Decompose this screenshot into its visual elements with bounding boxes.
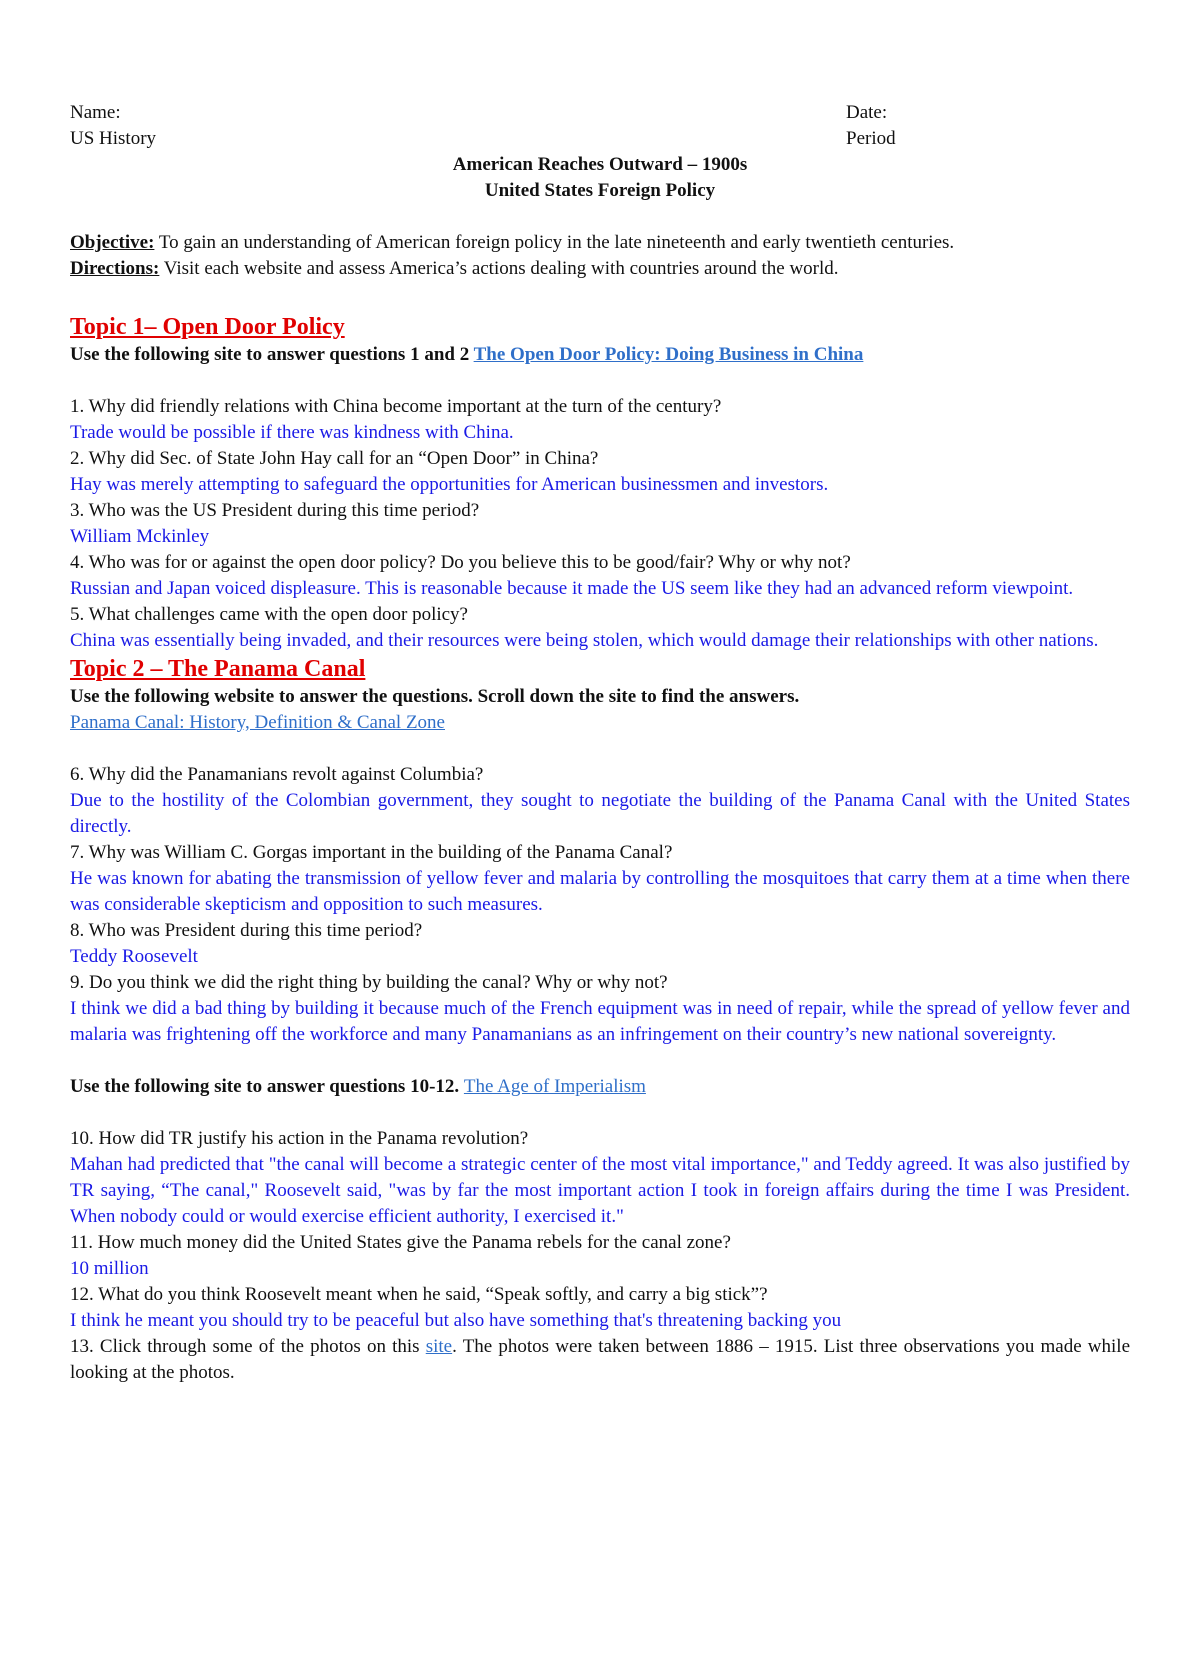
open-door-link[interactable]: The Open Door Policy: Doing Business in China bbox=[473, 344, 864, 365]
question-13-pre: 13. Click through some of the photos on this bbox=[70, 1336, 426, 1357]
question-3: 3. Who was the US President during this time period? bbox=[70, 500, 480, 521]
course-label: US History bbox=[70, 128, 157, 149]
directions bbox=[70, 256, 1130, 282]
page-title: American Reaches Outward – 1900s bbox=[452, 154, 748, 175]
answer-5: China was essentially being invaded, and their resources were being stolen, which would damage their relationships with other nations. bbox=[70, 630, 1099, 651]
answer-11: 10 million bbox=[70, 1258, 149, 1279]
objective-text: To gain an understanding of American foreign policy in the late nineteenth and early twentieth centuries. bbox=[154, 232, 955, 253]
question-11: 11. How much money did the United States give the Panama rebels for the canal zone? bbox=[70, 1232, 731, 1253]
header-block bbox=[70, 100, 1130, 152]
question-6: 6. Why did the Panamanians revolt against Columbia? bbox=[70, 764, 484, 785]
topic2-link-line bbox=[70, 710, 1130, 736]
answer-2: Hay was merely attempting to safeguard the opportunities for American businessmen and investors. bbox=[70, 474, 829, 495]
question-8: 8. Who was President during this time period? bbox=[70, 920, 423, 941]
topic2-instruction-2-text: Use the following site to answer questions 10-12. bbox=[70, 1076, 464, 1097]
answer-6: Due to the hostility of the Colombian government, they sought to negotiate the building of the Panama Canal with the United States directly. bbox=[70, 790, 1130, 837]
title-block bbox=[70, 152, 1130, 204]
objective-label: Objective: bbox=[70, 232, 155, 253]
question-7: 7. Why was William C. Gorgas important in the building of the Panama Canal? bbox=[70, 842, 673, 863]
question-13-post: . The photos were taken between 1886 – 1915. List three observations you made while looking at the photos. bbox=[70, 1336, 1131, 1383]
header-left bbox=[70, 100, 156, 152]
directions-label: Directions: bbox=[70, 258, 160, 279]
age-of-imperialism-link[interactable]: The Age of Imperialism bbox=[463, 1076, 646, 1097]
question-4: 4. Who was for or against the open door policy? Do you believe this to be good/fair? Why or why not? bbox=[70, 552, 851, 573]
answer-12: I think he meant you should try to be peaceful but also have something that's threatening backing you bbox=[70, 1310, 842, 1331]
question-1: 1. Why did friendly relations with China become important at the turn of the century? bbox=[70, 396, 722, 417]
answer-10: Mahan had predicted that "the canal will become a strategic center of the most vital importance," and Teddy agreed. It was also justified by TR saying, “The canal," Roosevelt said, "was by far the most important action I took in foreign affairs during the time I was President. When nobody could or would exercise efficient authority, I exercised it." bbox=[70, 1154, 1130, 1227]
page-subtitle: United States Foreign Policy bbox=[484, 180, 716, 201]
topic2-instruction: Use the following website to answer the questions. Scroll down the site to find the answers. bbox=[70, 686, 800, 707]
question-12: 12. What do you think Roosevelt meant when he said, “Speak softly, and carry a big stick”? bbox=[70, 1284, 768, 1305]
answer-1: Trade would be possible if there was kindness with China. bbox=[70, 422, 514, 443]
question-9: 9. Do you think we did the right thing by building the canal? Why or why not? bbox=[70, 972, 668, 993]
question-2: 2. Why did Sec. of State John Hay call for an “Open Door” in China? bbox=[70, 448, 599, 469]
answer-8: Teddy Roosevelt bbox=[70, 946, 198, 967]
directions-text: Visit each website and assess America’s actions dealing with countries around the world. bbox=[159, 258, 839, 279]
answer-3: William Mckinley bbox=[70, 526, 210, 547]
photos-site-link[interactable]: site bbox=[425, 1336, 453, 1357]
answer-4: Russian and Japan voiced displeasure. This is reasonable because it made the US seem like they had an advanced reform viewpoint. bbox=[70, 578, 1074, 599]
worksheet-page bbox=[0, 100, 1200, 1653]
question-13 bbox=[70, 1334, 1130, 1386]
topic1-heading: Topic 1– Open Door Policy bbox=[70, 314, 345, 340]
period-label: Period bbox=[846, 128, 896, 149]
date-label: Date: bbox=[846, 102, 888, 123]
answer-7: He was known for abating the transmission of yellow fever and malaria by controlling the mosquitoes that carry them at a time when there was considerable skepticism and opposition to such measures. bbox=[70, 868, 1130, 915]
header-right bbox=[846, 100, 896, 152]
question-10: 10. How did TR justify his action in the Panama revolution? bbox=[70, 1128, 529, 1149]
topic2-heading: Topic 2 – The Panama Canal bbox=[70, 656, 366, 682]
name-label: Name: bbox=[70, 102, 121, 123]
objective bbox=[70, 230, 1130, 256]
topic1-instruction-text: Use the following site to answer questions 1 and 2 bbox=[70, 344, 474, 365]
topic1-instruction bbox=[70, 342, 1130, 368]
answer-9: I think we did a bad thing by building it because much of the French equipment was in need of repair, while the spread of yellow fever and malaria was frightening off the workforce and many Panamanians as an infringement on their country’s new national sovereignty. bbox=[70, 998, 1130, 1045]
panama-canal-link[interactable]: Panama Canal: History, Definition & Canal Zone bbox=[70, 712, 445, 733]
topic2-instruction-2 bbox=[70, 1074, 1130, 1100]
question-5: 5. What challenges came with the open door policy? bbox=[70, 604, 468, 625]
